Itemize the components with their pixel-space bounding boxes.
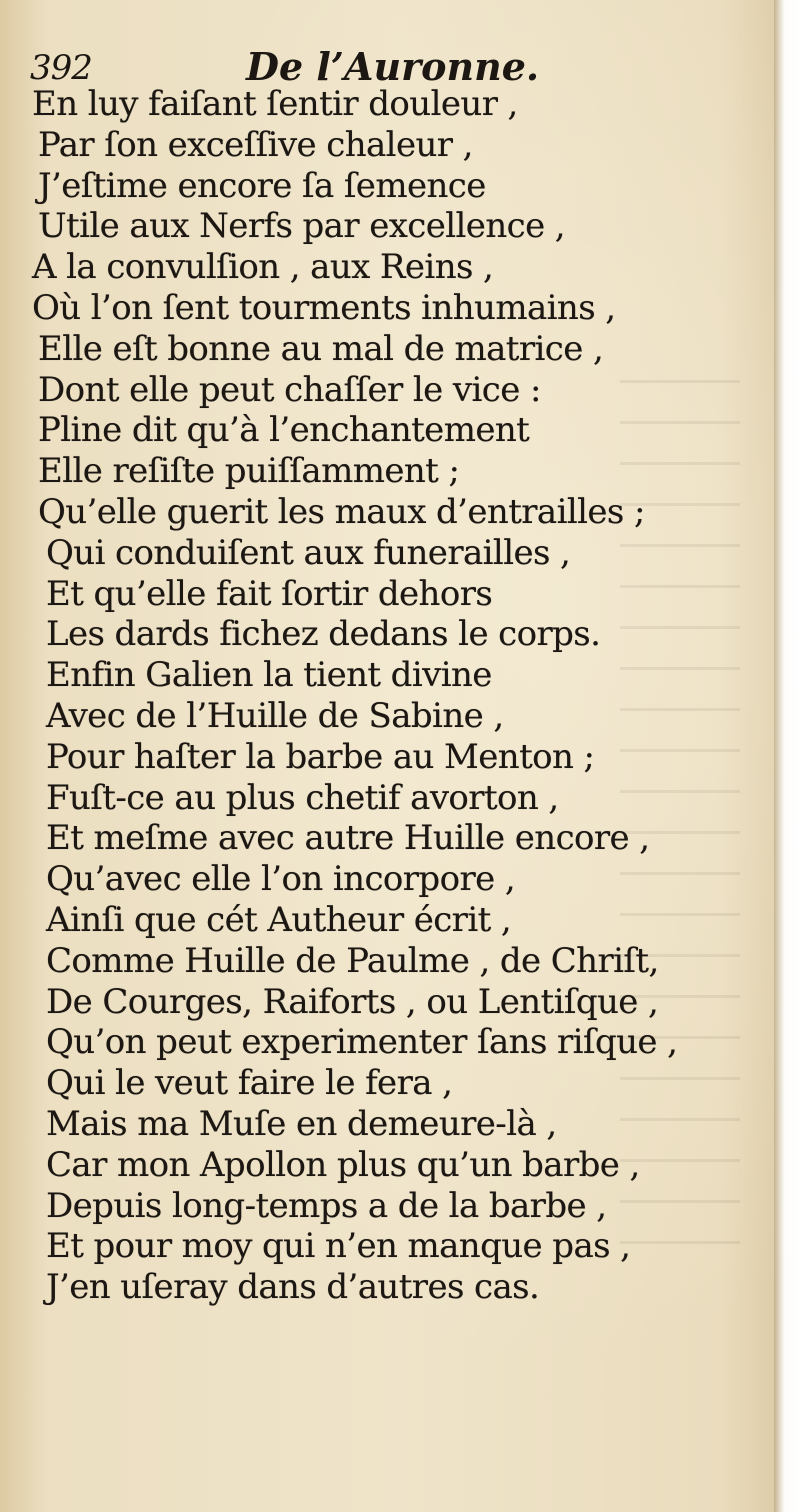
verse-line: J’eſtime encore ſa ſemence — [38, 165, 486, 206]
running-title: De l’Auronne. — [246, 44, 540, 89]
verse-line: Mais ma Muſe en demeure-là , — [46, 1103, 557, 1144]
verse-line: Et pour moy qui n’en manque pas , — [46, 1226, 631, 1267]
verse-line: Et meſme avec autre Huille encore , — [46, 818, 650, 859]
verse-line: Dont elle peut chaſſer le vice : — [38, 369, 541, 410]
verse-line: Enfin Galien la tient divine — [46, 655, 492, 696]
page-edge — [774, 0, 800, 1512]
verse-line: Avec de l’Huille de Sabine , — [46, 695, 504, 736]
verse-line: Et qu’elle fait ſortir dehors — [46, 573, 493, 614]
verse-line: Où l’on ſent tourments inhumains , — [32, 287, 616, 328]
verse-line: Fuſt-ce au plus chetif avorton , — [46, 777, 559, 818]
verse-line: Qu’avec elle l’on incorpore , — [46, 859, 516, 900]
verse-line: Comme Huille de Paulme , de Chriſt, — [46, 940, 659, 981]
verse-line: Depuis long-temps a de la barbe , — [46, 1185, 607, 1226]
verse-line: Car mon Apollon plus qu’un barbe , — [46, 1144, 640, 1185]
verse-line: Elle reſiſte puiſſamment ; — [38, 451, 460, 492]
verse-line: De Courges, Raiforts , ou Lentiſque , — [46, 981, 659, 1022]
verse-line: Pline dit qu’à l’enchantement — [38, 410, 530, 451]
verse-line: Qu’on peut experimenter ſans riſque , — [46, 1022, 678, 1063]
verse-line: Ainſi que cét Autheur écrit , — [46, 899, 512, 940]
verse-line: Qui le veut faire le fera , — [46, 1063, 453, 1104]
verse-line: Pour haſter la barbe au Menton ; — [46, 736, 595, 777]
verse-line: En luy faiſant ſentir douleur , — [32, 84, 518, 124]
verse-line: Elle eſt bonne au mal de matrice , — [38, 328, 604, 369]
verse-line: Qui conduiſent aux funerailles , — [46, 532, 571, 573]
page-number: 392 — [30, 48, 92, 88]
verse-body — [32, 84, 722, 1308]
verse-line: A la convulſion , aux Reins , — [32, 247, 494, 288]
verse-line: Utile aux Nerfs par excellence , — [38, 206, 566, 247]
verse-line: J’en uſeray dans d’autres cas. — [46, 1267, 540, 1308]
verse-line: Les dards fichez dedans le corps. — [46, 614, 601, 655]
verse-line: Par ſon exceſſive chaleur , — [38, 124, 473, 165]
verse-line: Qu’elle guerit les maux d’entrailles ; — [38, 491, 645, 532]
